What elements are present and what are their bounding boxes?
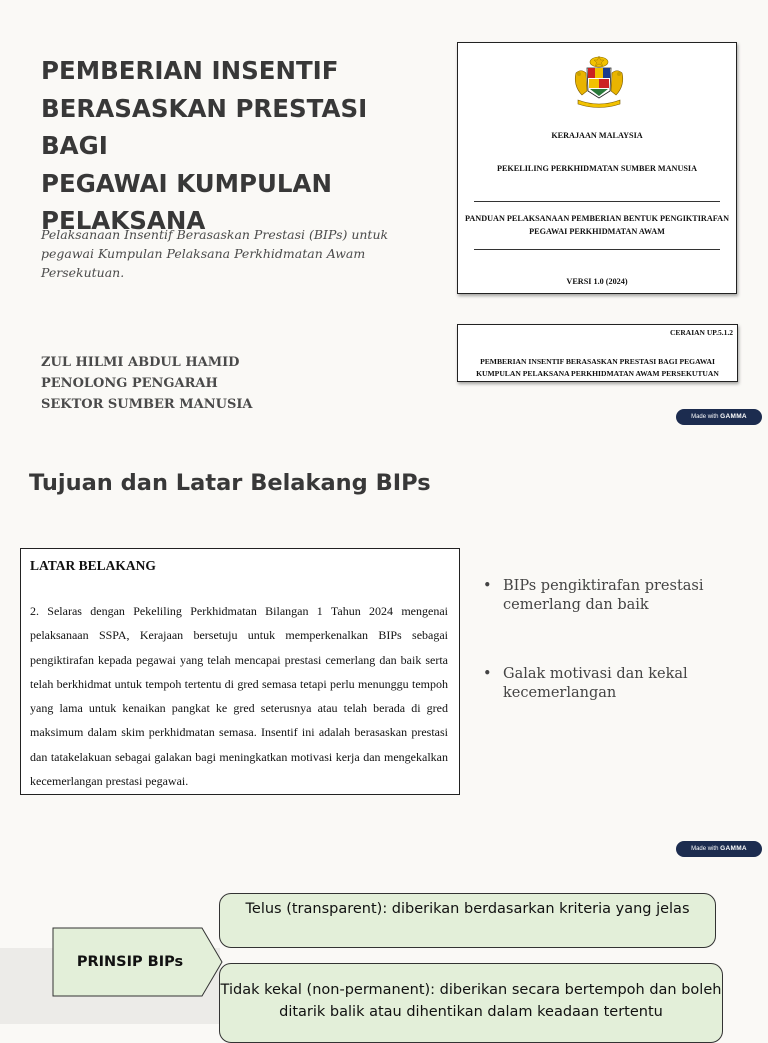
cover-rule-bottom (474, 249, 720, 250)
cover-line-pekeliling: PEKELILING PERKHIDMATAN SUMBER MANUSIA (496, 164, 698, 173)
bullet-text: Galak motivasi dan kekal kecemerlangan (503, 666, 688, 701)
cover-title-line-1: PANDUAN PELAKSANAAN PEMBERIAN BENTUK PENGIKTIRAFAN (465, 214, 729, 223)
bullet-item (483, 665, 743, 703)
author-position: PENOLONG PENGARAH (41, 376, 218, 391)
cover-line-kerajaan: KERAJAAN MALAYSIA (551, 131, 643, 140)
badge-brand: GAMMA (720, 845, 747, 852)
cover-version: VERSI 1.0 (2024) (566, 277, 628, 286)
malaysia-coat-of-arms-icon (570, 53, 628, 111)
made-with-gamma-badge[interactable] (676, 841, 762, 857)
author-name: ZUL HILMI ABDUL HAMID (41, 355, 240, 370)
ceraian-snippet-image (457, 324, 738, 382)
cover-title-line-2: PEGAWAI PERKHIDMATAN AWAM (529, 227, 665, 236)
ceraian-title (458, 356, 737, 380)
made-with-gamma-badge[interactable] (676, 409, 762, 425)
bullet-list (483, 577, 743, 703)
bullet-text: BIPs pengiktirafan prestasi cemerlang dan baik (503, 578, 704, 613)
bullet-item (483, 577, 743, 615)
slide-subtitle: Pelaksanaan Insentif Berasaskan Prestasi (BIPs) untuk pegawai Kumpulan Pelaksana Perkhidmatan Awam Persekutuan. (41, 227, 389, 280)
circular-cover-image (457, 42, 737, 294)
ceraian-ref: CERAIAN UP.5.1.2 (669, 328, 733, 337)
badge-brand: GAMMA (720, 413, 747, 420)
ceraian-title-line-2: KUMPULAN PELAKSANA PERKHIDMATAN AWAM PERSEKUTUAN (476, 369, 719, 378)
bullet-marker: • (483, 578, 492, 594)
author-division: SEKTOR SUMBER MANUSIA (41, 397, 253, 412)
latar-paragraph: 2. Selaras dengan Pekeliling Perkhidmatan Bilangan 1 Tahun 2024 mengenai pelaksanaan SSPA, Kerajaan bersetuju untuk memperkenalkan BIPs sebagai pengiktirafan kepada pegawai yang telah mencapai prestasi cemerlang dan baik serta telah berkhidmat untuk tempoh tertentu di gred semasa tetapi perlu menunggu tempoh yang lama untuk kenaikan pangkat ke gred seterusnya atau telah berada di gred maksimum dalam skim perkhidmatan semasa. Insentif ini adalah berasaskan prestasi dan tatakelakuan sebagai galakan bagi meningkatkan motivasi kerja dan mengekalkan kecemerlangan prestasi pegawai. (30, 604, 448, 789)
ceraian-title-line-1: PEMBERIAN INSENTIF BERASASKAN PRESTASI BAGI PEGAWAI (480, 357, 715, 366)
chevron-label: PRINSIP BIPs (76, 954, 184, 970)
slide-title: PEMBERIAN INSENTIF BERASASKAN PRESTASI BAGI PEGAWAI KUMPULAN PELAKSANA (41, 56, 368, 235)
latar-heading: LATAR BELAKANG (30, 558, 156, 573)
latar-belakang-document-image (20, 548, 460, 795)
badge-prefix: Made with (691, 414, 719, 420)
principle-box-non-permanent: Tidak kekal (non-permanent): diberikan secara bertempoh dan boleh ditarik balik atau dihentikan dalam keadaan tertentu (219, 963, 723, 1043)
section-title: Tujuan dan Latar Belakang BIPs (29, 470, 431, 496)
bullet-marker: • (483, 666, 492, 682)
badge-prefix: Made with (691, 846, 719, 852)
principle-box-transparent: Telus (transparent): diberikan berdasarkan kriteria yang jelas (219, 893, 716, 948)
cover-rule-top (474, 201, 720, 202)
author-block (41, 352, 253, 415)
